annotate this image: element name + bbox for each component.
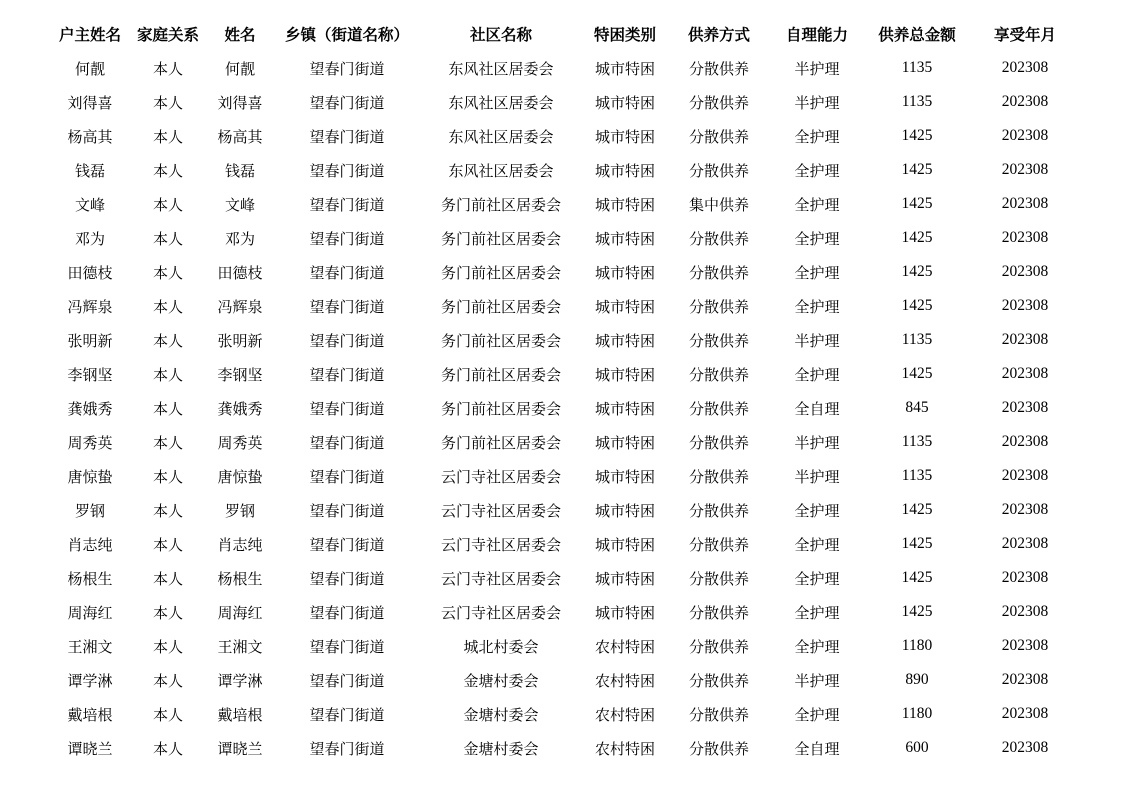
table-row [50,357,1080,391]
cell-support-mode: 分散供养 [688,569,749,588]
cell-self-care: 全护理 [794,569,840,588]
table-row [50,323,1080,357]
column-header-householder-name: 户主姓名 [58,26,121,44]
cell-relation: 本人 [152,161,183,180]
cell-self-care: 全护理 [794,705,840,724]
cell-total-amount: 845 [905,399,929,416]
cell-category: 城市特困 [594,59,655,78]
cell-month: 202308 [1001,195,1049,212]
cell-total-amount: 1425 [901,535,933,552]
cell-name: 谭学淋 [217,671,263,690]
cell-community: 务门前社区居委会 [440,229,561,248]
cell-householder-name: 邓为 [74,229,105,248]
column-header-month: 享受年月 [993,26,1056,44]
cell-month: 202308 [1001,467,1049,484]
table-row [50,493,1080,527]
cell-householder-name: 王湘文 [67,637,113,656]
cell-community: 金塘村委会 [463,705,539,724]
cell-total-amount: 1425 [901,365,933,382]
cell-relation: 本人 [152,229,183,248]
cell-town-street: 望春门街道 [309,467,385,486]
cell-householder-name: 杨根生 [67,569,113,588]
cell-total-amount: 1135 [901,59,933,76]
column-header-community: 社区名称 [469,26,532,44]
cell-name: 邓为 [224,229,255,248]
cell-relation: 本人 [152,467,183,486]
cell-community: 东风社区居委会 [448,93,554,112]
cell-self-care: 全自理 [794,399,840,418]
cell-self-care: 半护理 [794,331,840,350]
cell-householder-name: 张明新 [67,331,113,350]
cell-support-mode: 分散供养 [688,467,749,486]
cell-support-mode: 分散供养 [688,59,749,78]
cell-relation: 本人 [152,705,183,724]
cell-self-care: 全自理 [794,739,840,758]
cell-support-mode: 分散供养 [688,433,749,452]
cell-name: 杨高其 [217,127,263,146]
cell-householder-name: 周秀英 [67,433,113,452]
cell-name: 文峰 [224,195,255,214]
table-row [50,663,1080,697]
cell-self-care: 全护理 [794,501,840,520]
cell-name: 张明新 [217,331,263,350]
column-header-name: 姓名 [224,26,256,44]
cell-month: 202308 [1001,739,1049,756]
cell-total-amount: 1135 [901,331,933,348]
cell-town-street: 望春门街道 [309,535,385,554]
cell-support-mode: 分散供养 [688,331,749,350]
cell-town-street: 望春门街道 [309,59,385,78]
cell-month: 202308 [1001,93,1049,110]
table-row [50,527,1080,561]
cell-month: 202308 [1001,365,1049,382]
cell-support-mode: 分散供养 [688,263,749,282]
cell-community: 东风社区居委会 [448,59,554,78]
cell-month: 202308 [1001,263,1049,280]
cell-month: 202308 [1001,603,1049,620]
cell-town-street: 望春门街道 [309,569,385,588]
cell-town-street: 望春门街道 [309,195,385,214]
cell-town-street: 望春门街道 [309,93,385,112]
cell-town-street: 望春门街道 [309,501,385,520]
cell-name: 杨根生 [217,569,263,588]
cell-support-mode: 分散供养 [688,161,749,180]
cell-name: 罗钢 [224,501,255,520]
cell-householder-name: 唐惊蛰 [67,467,113,486]
table-row [50,391,1080,425]
cell-month: 202308 [1001,569,1049,586]
cell-town-street: 望春门街道 [309,399,385,418]
cell-support-mode: 分散供养 [688,229,749,248]
cell-total-amount: 1180 [901,637,933,654]
cell-category: 农村特困 [594,705,655,724]
cell-name: 周秀英 [217,433,263,452]
column-header-category: 特困类别 [593,26,656,44]
cell-householder-name: 何靓 [74,59,105,78]
cell-relation: 本人 [152,535,183,554]
cell-householder-name: 周海红 [67,603,113,622]
cell-month: 202308 [1001,671,1049,688]
cell-category: 农村特困 [594,739,655,758]
cell-town-street: 望春门街道 [309,229,385,248]
cell-category: 城市特困 [594,229,655,248]
cell-name: 田德枝 [217,263,263,282]
cell-community: 云门寺社区居委会 [440,603,561,622]
table-row [50,221,1080,255]
cell-support-mode: 分散供养 [688,365,749,384]
cell-self-care: 半护理 [794,467,840,486]
cell-month: 202308 [1001,229,1049,246]
cell-name: 肖志纯 [217,535,263,554]
cell-relation: 本人 [152,637,183,656]
cell-category: 城市特困 [594,93,655,112]
cell-town-street: 望春门街道 [309,263,385,282]
cell-householder-name: 钱磊 [74,161,105,180]
table-row [50,51,1080,85]
cell-category: 城市特困 [594,127,655,146]
cell-householder-name: 肖志纯 [67,535,113,554]
cell-community: 云门寺社区居委会 [440,569,561,588]
cell-community: 云门寺社区居委会 [440,467,561,486]
cell-total-amount: 600 [905,739,929,756]
cell-self-care: 全护理 [794,297,840,316]
table-row [50,289,1080,323]
cell-support-mode: 分散供养 [688,535,749,554]
cell-total-amount: 1425 [901,195,933,212]
cell-category: 城市特困 [594,263,655,282]
cell-name: 龚娥秀 [217,399,263,418]
cell-support-mode: 分散供养 [688,637,749,656]
cell-town-street: 望春门街道 [309,637,385,656]
cell-self-care: 半护理 [794,671,840,690]
cell-category: 城市特困 [594,399,655,418]
cell-householder-name: 龚娥秀 [67,399,113,418]
table-row [50,187,1080,221]
cell-town-street: 望春门街道 [309,127,385,146]
table-header [50,17,1080,51]
cell-category: 城市特困 [594,603,655,622]
cell-relation: 本人 [152,399,183,418]
cell-total-amount: 1425 [901,127,933,144]
cell-community: 务门前社区居委会 [440,365,561,384]
cell-relation: 本人 [152,263,183,282]
table-row [50,697,1080,731]
cell-name: 刘得喜 [217,93,263,112]
cell-total-amount: 1425 [901,569,933,586]
cell-category: 城市特困 [594,501,655,520]
table-body [50,51,1080,765]
cell-relation: 本人 [152,739,183,758]
cell-relation: 本人 [152,127,183,146]
cell-self-care: 半护理 [794,59,840,78]
cell-support-mode: 分散供养 [688,705,749,724]
cell-month: 202308 [1001,59,1049,76]
cell-householder-name: 戴培根 [67,705,113,724]
cell-total-amount: 1135 [901,467,933,484]
cell-self-care: 全护理 [794,127,840,146]
cell-support-mode: 分散供养 [688,93,749,112]
table-row [50,119,1080,153]
cell-relation: 本人 [152,603,183,622]
cell-householder-name: 李钢坚 [67,365,113,384]
cell-total-amount: 890 [905,671,929,688]
cell-category: 农村特困 [594,637,655,656]
cell-town-street: 望春门街道 [309,433,385,452]
welfare-recipient-sheet [50,17,1080,765]
cell-total-amount: 1135 [901,93,933,110]
cell-community: 务门前社区居委会 [440,331,561,350]
cell-month: 202308 [1001,535,1049,552]
cell-support-mode: 分散供养 [688,127,749,146]
cell-relation: 本人 [152,93,183,112]
cell-total-amount: 1135 [901,433,933,450]
cell-householder-name: 谭晓兰 [67,739,113,758]
cell-month: 202308 [1001,331,1049,348]
cell-self-care: 全护理 [794,535,840,554]
table-row [50,85,1080,119]
cell-support-mode: 分散供养 [688,603,749,622]
cell-month: 202308 [1001,297,1049,314]
table-row [50,153,1080,187]
cell-name: 谭晓兰 [217,739,263,758]
cell-total-amount: 1425 [901,229,933,246]
cell-relation: 本人 [152,331,183,350]
cell-support-mode: 分散供养 [688,671,749,690]
cell-month: 202308 [1001,433,1049,450]
cell-total-amount: 1425 [901,161,933,178]
header-row [50,17,1080,51]
table-row [50,561,1080,595]
cell-town-street: 望春门街道 [309,671,385,690]
cell-town-street: 望春门街道 [309,705,385,724]
cell-householder-name: 冯辉泉 [67,297,113,316]
cell-householder-name: 谭学淋 [67,671,113,690]
cell-support-mode: 分散供养 [688,399,749,418]
table-row [50,459,1080,493]
cell-relation: 本人 [152,195,183,214]
cell-householder-name: 罗钢 [74,501,105,520]
cell-name: 唐惊蛰 [217,467,263,486]
cell-relation: 本人 [152,501,183,520]
cell-total-amount: 1180 [901,705,933,722]
cell-category: 城市特困 [594,535,655,554]
column-header-town-street: 乡镇（街道名称） [284,26,409,44]
cell-community: 务门前社区居委会 [440,263,561,282]
cell-category: 城市特困 [594,569,655,588]
table-row [50,255,1080,289]
cell-self-care: 半护理 [794,433,840,452]
table-row [50,731,1080,765]
cell-total-amount: 1425 [901,263,933,280]
cell-self-care: 全护理 [794,195,840,214]
cell-name: 王湘文 [217,637,263,656]
cell-category: 城市特困 [594,297,655,316]
cell-name: 钱磊 [224,161,255,180]
cell-self-care: 全护理 [794,263,840,282]
cell-month: 202308 [1001,127,1049,144]
cell-town-street: 望春门街道 [309,297,385,316]
column-header-support-mode: 供养方式 [687,26,750,44]
cell-category: 城市特困 [594,365,655,384]
cell-category: 农村特困 [594,671,655,690]
cell-name: 何靓 [224,59,255,78]
cell-name: 周海红 [217,603,263,622]
recipient-table [50,17,1080,765]
cell-support-mode: 集中供养 [688,195,749,214]
cell-self-care: 全护理 [794,229,840,248]
cell-name: 冯辉泉 [217,297,263,316]
cell-support-mode: 分散供养 [688,297,749,316]
column-header-total-amount: 供养总金额 [878,26,956,44]
cell-relation: 本人 [152,433,183,452]
cell-month: 202308 [1001,161,1049,178]
table-row [50,595,1080,629]
cell-month: 202308 [1001,637,1049,654]
cell-community: 务门前社区居委会 [440,399,561,418]
cell-community: 务门前社区居委会 [440,195,561,214]
cell-category: 城市特困 [594,331,655,350]
cell-community: 务门前社区居委会 [440,433,561,452]
cell-householder-name: 田德枝 [67,263,113,282]
cell-self-care: 全护理 [794,161,840,180]
cell-support-mode: 分散供养 [688,501,749,520]
cell-self-care: 全护理 [794,637,840,656]
cell-month: 202308 [1001,705,1049,722]
cell-town-street: 望春门街道 [309,603,385,622]
table-row [50,629,1080,663]
cell-relation: 本人 [152,297,183,316]
cell-relation: 本人 [152,59,183,78]
cell-name: 戴培根 [217,705,263,724]
cell-community: 金塘村委会 [463,739,539,758]
cell-householder-name: 刘得喜 [67,93,113,112]
cell-self-care: 半护理 [794,93,840,112]
cell-relation: 本人 [152,365,183,384]
cell-community: 务门前社区居委会 [440,297,561,316]
cell-month: 202308 [1001,399,1049,416]
cell-support-mode: 分散供养 [688,739,749,758]
cell-category: 城市特困 [594,433,655,452]
cell-community: 云门寺社区居委会 [440,501,561,520]
table-row [50,425,1080,459]
cell-month: 202308 [1001,501,1049,518]
cell-self-care: 全护理 [794,603,840,622]
cell-town-street: 望春门街道 [309,739,385,758]
cell-householder-name: 文峰 [74,195,105,214]
cell-total-amount: 1425 [901,501,933,518]
column-header-relation: 家庭关系 [136,26,199,44]
cell-category: 城市特困 [594,161,655,180]
cell-category: 城市特困 [594,195,655,214]
cell-town-street: 望春门街道 [309,161,385,180]
cell-total-amount: 1425 [901,603,933,620]
cell-name: 李钢坚 [217,365,263,384]
cell-community: 东风社区居委会 [448,127,554,146]
cell-community: 云门寺社区居委会 [440,535,561,554]
cell-self-care: 全护理 [794,365,840,384]
cell-community: 东风社区居委会 [448,161,554,180]
cell-town-street: 望春门街道 [309,365,385,384]
cell-householder-name: 杨高其 [67,127,113,146]
cell-relation: 本人 [152,671,183,690]
cell-relation: 本人 [152,569,183,588]
column-header-self-care: 自理能力 [785,26,848,44]
cell-community: 城北村委会 [463,637,539,656]
cell-category: 城市特困 [594,467,655,486]
cell-town-street: 望春门街道 [309,331,385,350]
cell-total-amount: 1425 [901,297,933,314]
cell-community: 金塘村委会 [463,671,539,690]
